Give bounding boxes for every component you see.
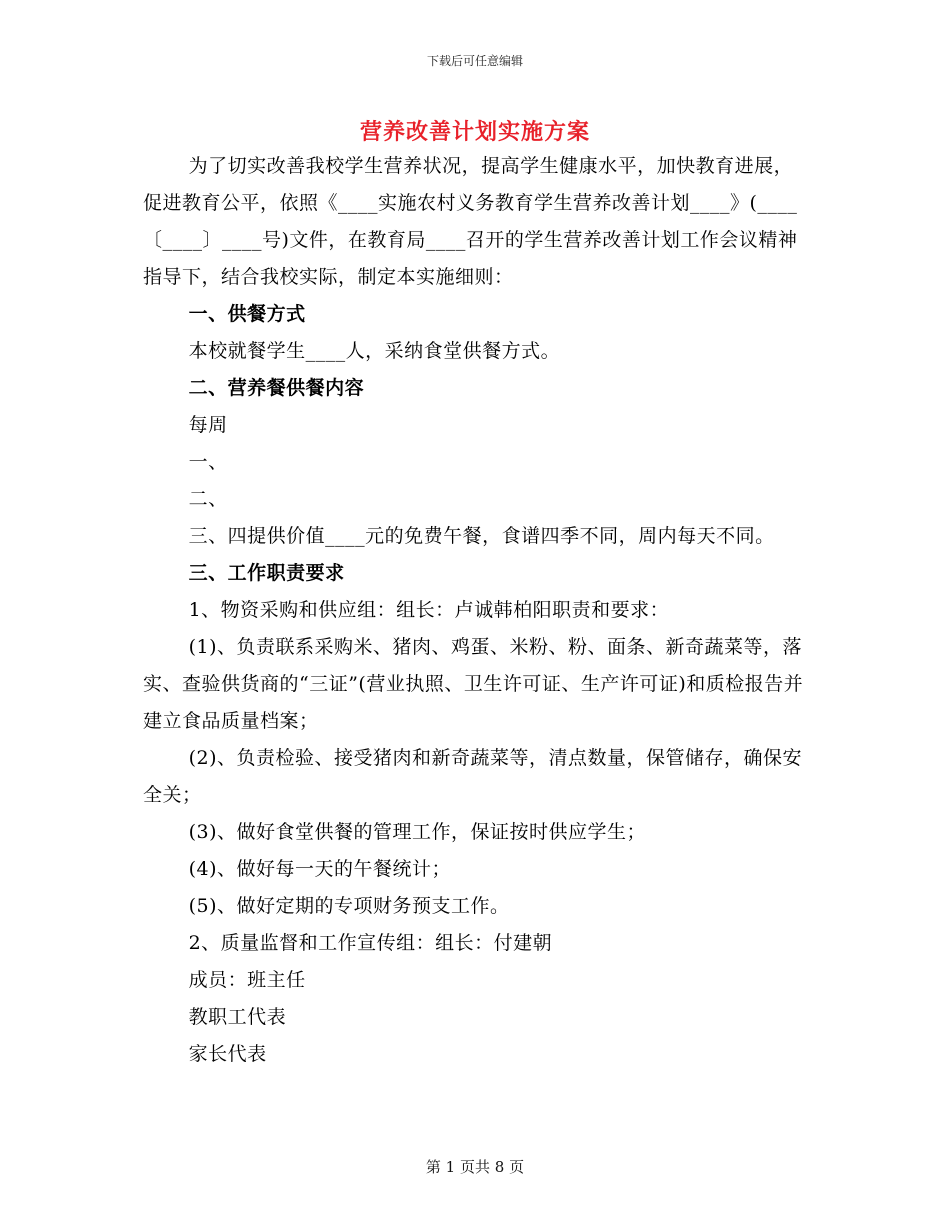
paragraph: 本校就餐学生____人，采纳食堂供餐方式。 xyxy=(188,340,561,362)
document-title: 营养改善计划实施方案 xyxy=(359,119,590,145)
paragraph: 1、物资采购和供应组：组长：卢诚韩柏阳职责和要求： xyxy=(188,599,670,621)
intro-paragraph: 为了切实改善我校学生营养状况，提高学生健康水平，加快教育进展，促进教育公平，依照《____实施农村义务教育学生营养改善计划____》(____〔____〕____号)文件，在教育局____召开的学生营养改善计划工作会议精神指导下，结合我校实际，制定本实施细则： xyxy=(143,155,798,288)
list-item: (4)、做好每一天的午餐统计； xyxy=(188,858,452,880)
page-header: 下载后可任意编辑 xyxy=(426,54,523,68)
paragraph: 2、质量监督和工作宣传组：组长：付建朝 xyxy=(188,932,553,954)
section-heading-2: 二、营养餐供餐内容 xyxy=(188,377,365,399)
document-body xyxy=(143,148,808,1073)
section-heading-3: 三、工作职责要求 xyxy=(188,562,345,584)
list-item: (3)、做好食堂供餐的管理工作，保证按时供应学生； xyxy=(188,821,647,843)
paragraph: 教职工代表 xyxy=(188,1006,287,1028)
list-item: (5)、做好定期的专项财务预支工作。 xyxy=(188,895,510,917)
paragraph: 每周 xyxy=(188,414,228,436)
paragraph: 一、 xyxy=(188,451,228,473)
list-item: (2)、负责检验、接受猪肉和新奇蔬菜等，清点数量，保管储存，确保安全关； xyxy=(143,747,803,806)
paragraph: 二、 xyxy=(188,488,228,510)
paragraph: 三、四提供价值____元的免费午餐，食谱四季不同，周内每天不同。 xyxy=(188,525,775,547)
page-footer: 第 1 页共 8 页 xyxy=(425,1158,525,1176)
paragraph: 家长代表 xyxy=(188,1043,267,1065)
section-heading-1: 一、供餐方式 xyxy=(188,303,306,325)
paragraph: 成员：班主任 xyxy=(188,969,306,991)
list-item: (1)、负责联系采购米、猪肉、鸡蛋、米粉、粉、面条、新奇蔬菜等，落实、查验供货商的“三证”(营业执照、卫生许可证、生产许可证)和质检报告并建立食品质量档案； xyxy=(143,636,804,732)
